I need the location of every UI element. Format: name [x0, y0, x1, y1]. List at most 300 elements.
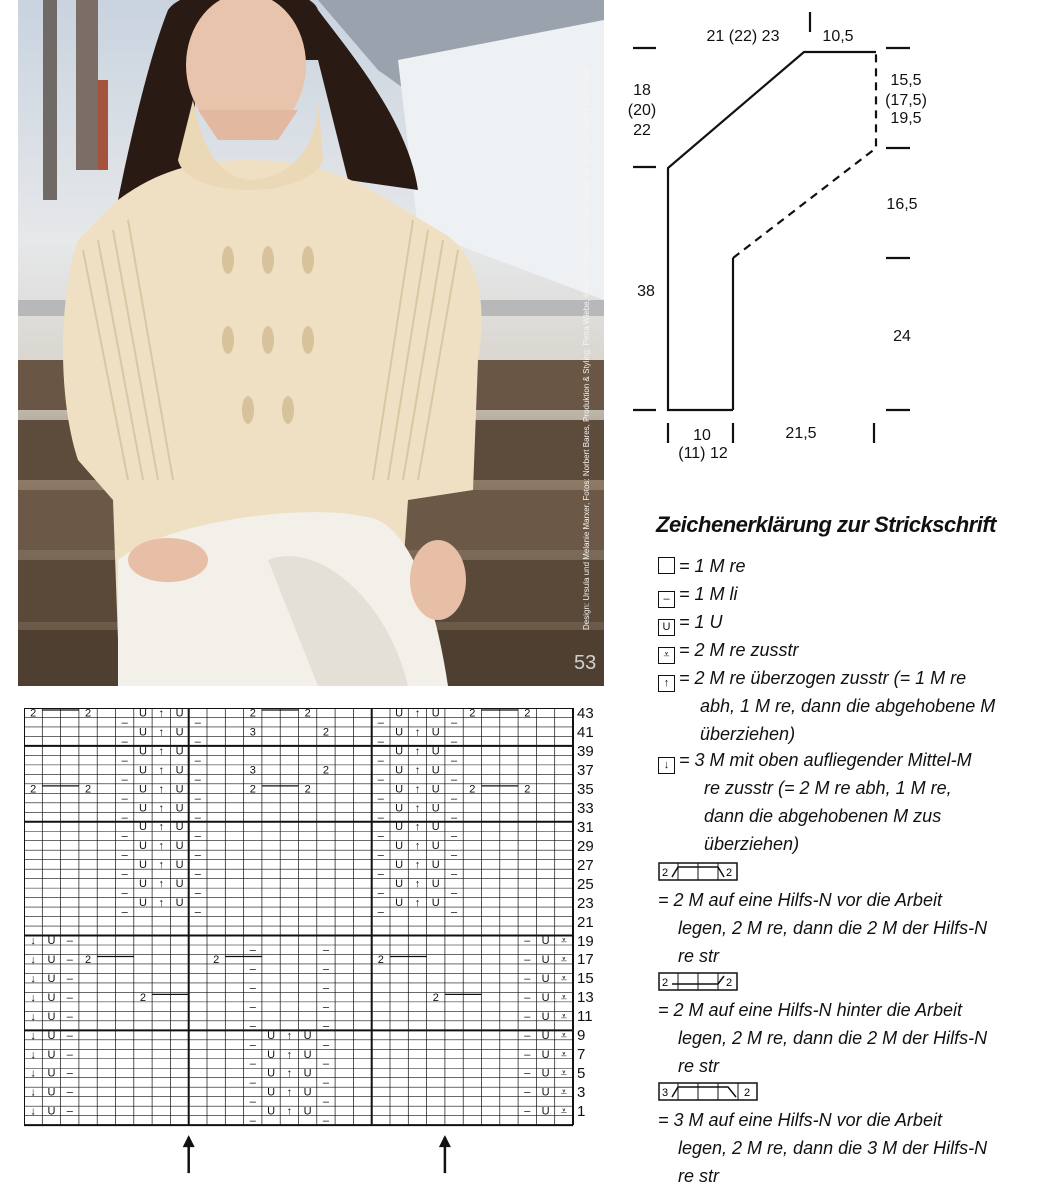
knit-symbol-icon — [658, 557, 675, 574]
chart-k3tog: ↓ — [30, 1086, 36, 1099]
dim-top-right: 10,5 — [822, 28, 854, 45]
chart-purl: – — [66, 1105, 73, 1118]
chart-purl: – — [524, 935, 531, 947]
chart-purl: – — [450, 811, 458, 824]
chart-purl: – — [194, 887, 201, 900]
row-number: 23 — [577, 894, 594, 912]
chart-purl: – — [377, 735, 384, 748]
row-number: 11 — [577, 1008, 593, 1026]
dim-bottom-right: 21,5 — [785, 425, 817, 442]
chart-stitch: U — [267, 1048, 276, 1061]
row-number: 31 — [577, 818, 594, 836]
cable-back-2-2-icon — [658, 972, 740, 992]
chart-yo: U — [47, 972, 56, 985]
chart-stitch: ↑ — [286, 1029, 293, 1042]
chart-yo: U — [541, 953, 550, 966]
chart-yo: U — [541, 1105, 550, 1118]
chart-purl: – — [322, 1039, 330, 1052]
chart-stitch: U — [395, 897, 404, 910]
cable-back-left-count: 2 — [662, 977, 669, 989]
dim-bottom-left-2: (11) 12 — [678, 445, 728, 462]
cdd-symbol-icon: ↓ — [658, 757, 675, 774]
chart-k2tog: ⩡ — [560, 972, 567, 985]
chart-stitch: U — [175, 821, 184, 834]
chart-k3tog: ↓ — [30, 1010, 36, 1023]
chart-yo: U — [541, 1029, 550, 1042]
chart-stitch: U — [431, 897, 440, 910]
row-number: 33 — [577, 799, 594, 817]
chart-stitch: U — [395, 840, 404, 853]
cable-front-desc-1: = 2 M auf eine Hilfs-N vor die Arbeit — [658, 890, 942, 910]
chart-stitch: U — [303, 1105, 312, 1118]
chart-stitch: ↑ — [414, 878, 421, 891]
chart-purl: – — [249, 944, 256, 957]
cable-3-desc-3: re str — [678, 1166, 720, 1186]
cable-3-left-count: 3 — [662, 1087, 669, 1099]
chart-cable-count: 2 — [249, 783, 256, 796]
legend-item-cdd: ↓ = 3 M mit oben aufliegender Mittel-M — [658, 746, 972, 774]
model-illustration — [18, 0, 604, 686]
row-number: 17 — [577, 951, 594, 969]
chart-stitch: U — [175, 802, 184, 815]
chart-k2tog: ⩡ — [560, 1048, 567, 1061]
chart-stitch: U — [175, 726, 184, 739]
chart-stitch: ↑ — [286, 1048, 293, 1061]
chart-purl: – — [121, 868, 128, 881]
chart-stitch: ↑ — [158, 726, 164, 739]
dim-neck-left-2: (20) — [627, 102, 657, 119]
row-number: 9 — [577, 1027, 586, 1045]
chart-purl: – — [66, 972, 73, 985]
chart-purl: – — [249, 1020, 256, 1033]
chart-grid — [24, 708, 574, 1178]
chart-stitch: U — [395, 783, 404, 796]
cable-front-desc-2: legen, 2 M re, dann die 2 M der Hilfs-N — [678, 918, 988, 938]
row-number: 29 — [577, 837, 594, 855]
chart-stitch: U — [303, 1029, 312, 1042]
chart-stitch: ↑ — [158, 764, 164, 777]
chart-purl: – — [322, 1096, 330, 1109]
chart-purl: – — [524, 972, 531, 985]
chart-cable-count: 2 — [322, 726, 330, 739]
chart-cable-count: 2 — [524, 708, 531, 720]
row-number: 25 — [577, 875, 594, 893]
chart-stitch: ↑ — [286, 1105, 293, 1118]
chart-purl: – — [66, 1067, 73, 1080]
chart-stitch: U — [138, 878, 147, 891]
chart-yo: U — [541, 1010, 550, 1023]
cable-front-3-2-icon — [658, 1082, 760, 1102]
chart-purl: – — [121, 849, 128, 862]
chart-cable-count: 2 — [524, 783, 531, 796]
row-number: 19 — [577, 932, 594, 950]
chart-purl: – — [450, 792, 458, 805]
legend-item-ssk: ↑ = 2 M re überzogen zusstr (= 1 M re — [658, 664, 966, 692]
chart-purl: – — [524, 1067, 531, 1080]
chart-stitch: U — [431, 878, 440, 891]
legend-item-k2tog: ⩡ = 2 M re zusstr — [658, 636, 799, 664]
dim-body-left: 38 — [637, 283, 655, 300]
chart-purl: – — [121, 792, 128, 805]
legend-title: Zeichenerklärung zur Strickschrift — [656, 512, 996, 537]
cable-3-desc-1: = 3 M auf eine Hilfs-N vor die Arbeit — [658, 1110, 942, 1130]
chart-stitch: ↑ — [414, 783, 421, 796]
chart-stitch: U — [395, 821, 404, 834]
chart-k3tog: ↓ — [30, 1048, 36, 1061]
cable-back-desc-2: legen, 2 M re, dann die 2 M der Hilfs-N — [678, 1028, 988, 1048]
chart-stitch: U — [303, 1067, 312, 1080]
chart-purl: – — [450, 735, 458, 748]
chart-stitch: ↑ — [286, 1067, 293, 1080]
chart-cable-count: 2 — [30, 708, 37, 720]
chart-stitch: U — [431, 840, 440, 853]
dim-body-right: 24 — [893, 328, 911, 345]
chart-stitch: U — [395, 726, 404, 739]
chart-stitch: U — [431, 859, 440, 872]
cable-back-desc-1: = 2 M auf eine Hilfs-N hinter die Arbeit — [658, 1000, 962, 1020]
chart-purl: – — [66, 1029, 73, 1042]
row-number: 39 — [577, 742, 594, 760]
chart-purl: – — [194, 868, 201, 881]
chart-stitch: U — [303, 1086, 312, 1099]
chart-purl: – — [450, 868, 458, 881]
chart-k2tog: ⩡ — [560, 1067, 567, 1080]
chart-stitch: ↑ — [158, 821, 164, 834]
legend-item-purl: – = 1 M li — [658, 580, 738, 608]
cable-front-desc-3: re str — [678, 946, 720, 966]
chart-purl: – — [121, 735, 128, 748]
chart-cable-count: 2 — [249, 708, 256, 720]
chart-purl: – — [524, 991, 531, 1004]
chart-stitch: U — [395, 764, 404, 777]
chart-stitch: U — [431, 708, 440, 720]
chart-stitch: U — [175, 859, 184, 872]
row-number: 35 — [577, 780, 594, 798]
chart-stitch: U — [431, 783, 440, 796]
chart-stitch: ↑ — [414, 821, 421, 834]
chart-yo: U — [541, 1067, 550, 1080]
chart-stitch: U — [303, 1048, 312, 1061]
chart-purl: – — [377, 773, 384, 786]
row-number: 5 — [577, 1065, 586, 1083]
chart-stitch: ↑ — [158, 783, 164, 796]
chart-purl: – — [249, 1001, 256, 1014]
chart-cable-count: 2 — [322, 764, 330, 777]
chart-purl: – — [377, 830, 384, 843]
page-number: 53 — [574, 652, 597, 674]
chart-yo: U — [47, 1067, 56, 1080]
chart-purl: – — [121, 906, 128, 919]
ssk-symbol-icon: ↑ — [658, 675, 675, 692]
chart-purl: – — [66, 1048, 73, 1061]
chart-k2tog: ⩡ — [560, 991, 567, 1004]
chart-stitch: ↑ — [414, 802, 421, 815]
chart-stitch: U — [431, 802, 440, 815]
chart-k2tog: ⩡ — [560, 1105, 567, 1118]
chart-stitch: U — [138, 764, 147, 777]
chart-stitch: ↑ — [158, 745, 164, 758]
chart-purl: – — [450, 887, 458, 900]
chart-yo: U — [47, 953, 56, 966]
chart-stitch: ↑ — [414, 764, 421, 777]
chart-purl: – — [524, 1048, 531, 1061]
chart-stitch: ↑ — [158, 897, 164, 910]
chart-stitch: U — [431, 821, 440, 834]
chart-purl: – — [450, 754, 458, 767]
chart-purl: – — [322, 963, 330, 976]
chart-purl: – — [450, 906, 458, 919]
row-number: 41 — [577, 723, 594, 741]
chart-purl: – — [377, 849, 384, 862]
chart-k3tog: ↓ — [30, 972, 36, 985]
chart-stitch: U — [138, 821, 147, 834]
dim-neck-right-3: 19,5 — [890, 110, 922, 127]
chart-purl: – — [121, 754, 128, 767]
row-number: 15 — [577, 970, 594, 988]
chart-k2tog: ⩡ — [560, 935, 567, 947]
chart-purl: – — [322, 1001, 330, 1014]
chart-purl: – — [194, 773, 201, 786]
row-number: 37 — [577, 761, 594, 779]
garment-schematic — [628, 10, 928, 470]
chart-k2tog: ⩡ — [560, 1029, 567, 1042]
chart-purl: – — [377, 868, 384, 881]
chart-purl: – — [524, 1105, 531, 1118]
chart-stitch: U — [395, 708, 404, 720]
chart-purl: – — [524, 953, 531, 966]
cable-back-desc-3: re str — [678, 1056, 720, 1076]
chart-stitch: ↑ — [158, 802, 164, 815]
yarnover-symbol-icon: U — [658, 619, 675, 636]
cable-front-left-count: 2 — [662, 867, 669, 879]
chart-cable-count: 2 — [304, 783, 311, 796]
chart-stitch: U — [138, 897, 147, 910]
knitting-chart — [24, 705, 604, 1138]
cable-3-desc-2: legen, 2 M re, dann die 3 M der Hilfs-N — [678, 1138, 988, 1158]
chart-stitch: U — [431, 745, 440, 758]
chart-purl: – — [377, 887, 384, 900]
chart-purl: – — [194, 811, 201, 824]
chart-yo: U — [47, 1086, 56, 1099]
chart-stitch: ↑ — [414, 897, 421, 910]
chart-stitch: U — [431, 764, 440, 777]
chart-cable-count: 2 — [213, 953, 220, 966]
start-arrow-icon — [183, 1135, 195, 1147]
chart-stitch: ↑ — [414, 708, 421, 720]
chart-purl: – — [249, 963, 256, 976]
chart-k3tog: ↓ — [30, 991, 36, 1004]
row-number: 21 — [577, 913, 594, 931]
chart-yo: U — [541, 991, 550, 1004]
row-number: 1 — [577, 1103, 586, 1121]
chart-purl: – — [377, 754, 384, 767]
row-number: 3 — [577, 1084, 586, 1102]
chart-purl: – — [377, 811, 384, 824]
chart-cable-count: 2 — [469, 708, 476, 720]
chart-stitch: U — [175, 708, 184, 720]
legend-item-yarnover: U = 1 U — [658, 608, 723, 636]
chart-purl: – — [249, 1039, 256, 1052]
chart-purl: – — [249, 982, 256, 995]
chart-yo: U — [47, 1010, 56, 1023]
chart-cable-count: 3 — [249, 726, 256, 739]
cable-back-right-count: 2 — [726, 977, 733, 989]
cable-front-right-count: 2 — [726, 867, 733, 879]
chart-stitch: U — [138, 840, 147, 853]
chart-stitch: U — [395, 859, 404, 872]
chart-purl: – — [249, 1096, 256, 1109]
chart-stitch: U — [267, 1067, 276, 1080]
chart-purl: – — [194, 716, 201, 729]
chart-purl: – — [194, 849, 201, 862]
legend-item-ssk-cont-1: abh, 1 M re, dann die abgehobene M — [700, 696, 996, 716]
k2tog-symbol-icon: ⩡ — [658, 647, 675, 664]
chart-cable-count: 2 — [139, 991, 147, 1004]
chart-stitch: U — [138, 745, 147, 758]
chart-purl: – — [450, 716, 458, 729]
chart-yo: U — [47, 1029, 56, 1042]
chart-purl: – — [322, 982, 330, 995]
legend-item-cdd-cont-2: dann die abgehobenen M zus — [704, 806, 942, 826]
chart-stitch: ↑ — [414, 840, 421, 853]
chart-stitch: ↑ — [414, 726, 421, 739]
chart-k3tog: ↓ — [30, 1105, 36, 1118]
chart-stitch: ↑ — [158, 878, 164, 891]
chart-yo: U — [541, 972, 550, 985]
chart-stitch: U — [138, 802, 147, 815]
chart-purl: – — [66, 935, 73, 947]
chart-stitch: U — [395, 802, 404, 815]
chart-stitch: U — [267, 1086, 276, 1099]
chart-purl: – — [322, 1115, 330, 1128]
chart-stitch: U — [138, 708, 147, 720]
chart-stitch: U — [138, 726, 147, 739]
chart-cable-count: 2 — [84, 708, 92, 720]
chart-stitch: U — [267, 1105, 276, 1118]
chart-yo: U — [47, 1105, 56, 1118]
chart-purl: – — [377, 792, 384, 805]
legend-item-cdd-cont-3: überziehen) — [704, 834, 800, 854]
chart-purl: – — [66, 991, 73, 1004]
dim-neck-left-3: 22 — [633, 122, 651, 139]
chart-k2tog: ⩡ — [560, 953, 567, 966]
chart-yo: U — [47, 935, 56, 947]
dim-top-width: 21 (22) 23 — [706, 28, 780, 45]
chart-purl: – — [524, 1086, 531, 1099]
chart-stitch: U — [267, 1029, 276, 1042]
chart-purl: – — [194, 754, 201, 767]
dim-armhole-right: 16,5 — [886, 196, 918, 213]
chart-stitch: U — [395, 745, 404, 758]
start-arrow-icon — [439, 1135, 451, 1147]
dim-neck-right-1: 15,5 — [890, 72, 922, 89]
chart-purl: – — [121, 830, 128, 843]
legend-item-cdd-cont-1: re zusstr (= 2 M re abh, 1 M re, — [704, 778, 952, 798]
dim-neck-right-2: (17,5) — [885, 92, 927, 109]
chart-yo: U — [541, 1048, 550, 1061]
chart-purl: – — [524, 1029, 531, 1042]
chart-cable-count: 2 — [432, 991, 439, 1004]
purl-symbol-icon: – — [658, 591, 675, 608]
chart-purl: – — [322, 944, 330, 957]
chart-stitch: ↑ — [158, 859, 164, 872]
chart-yo: U — [541, 1086, 550, 1099]
chart-stitch: ↑ — [414, 745, 421, 758]
row-number: 43 — [577, 705, 594, 722]
legend-item-knit: = 1 M re — [658, 552, 746, 580]
chart-stitch: U — [175, 764, 184, 777]
chart-purl: – — [121, 887, 128, 900]
chart-purl: – — [194, 792, 201, 805]
chart-purl: – — [524, 1010, 531, 1023]
chart-yo: U — [47, 991, 56, 1004]
legend-item-ssk-cont-2: überziehen) — [700, 724, 796, 744]
chart-purl: – — [377, 906, 384, 919]
chart-purl: – — [450, 830, 458, 843]
chart-cable-count: 2 — [377, 953, 384, 966]
chart-purl: – — [194, 830, 201, 843]
chart-stitch: U — [175, 783, 184, 796]
dim-bottom-left-1: 10 — [693, 427, 711, 444]
chart-k3tog: ↓ — [30, 953, 36, 966]
chart-k3tog: ↓ — [30, 935, 36, 947]
chart-purl: – — [322, 1058, 330, 1071]
chart-yo: U — [47, 1048, 56, 1061]
chart-k2tog: ⩡ — [560, 1086, 567, 1099]
photo-credit: Design: Ursula und Melanie Marxer, Fotos: Norbert Bares, Produktion & Styling: Petra Wiebe, Haare + Make-up: Kirsten Rotsch für MAC Cosmetics und Aveda — [582, 67, 591, 630]
chart-purl: – — [377, 716, 384, 729]
chart-stitch: U — [395, 878, 404, 891]
chart-purl: – — [249, 1058, 256, 1071]
chart-stitch: ↑ — [286, 1086, 293, 1099]
chart-purl: – — [66, 1086, 73, 1099]
chart-purl: – — [66, 953, 73, 966]
sweater-photo — [18, 0, 604, 686]
chart-cable-count: 2 — [84, 953, 92, 966]
chart-purl: – — [450, 849, 458, 862]
chart-stitch: U — [138, 859, 147, 872]
chart-cable-count: 3 — [249, 764, 256, 777]
chart-stitch: U — [175, 878, 184, 891]
chart-purl: – — [194, 906, 201, 919]
chart-stitch: ↑ — [414, 859, 421, 872]
chart-purl: – — [121, 773, 128, 786]
chart-purl: – — [66, 1010, 73, 1023]
chart-k2tog: ⩡ — [560, 1010, 567, 1023]
chart-cable-count: 2 — [469, 783, 476, 796]
chart-purl: – — [121, 811, 128, 824]
chart-stitch: U — [175, 745, 184, 758]
chart-k3tog: ↓ — [30, 1029, 36, 1042]
chart-stitch: ↑ — [158, 840, 164, 853]
dim-neck-left-1: 18 — [633, 82, 651, 99]
chart-yo: U — [541, 935, 550, 947]
row-number: 27 — [577, 856, 594, 874]
row-number: 7 — [577, 1046, 586, 1064]
chart-stitch: ↑ — [158, 708, 164, 720]
chart-purl: – — [249, 1077, 256, 1090]
chart-cable-count: 2 — [84, 783, 92, 796]
chart-purl: – — [121, 716, 128, 729]
chart-cable-count: 2 — [304, 708, 311, 720]
chart-purl: – — [194, 735, 201, 748]
chart-cable-count: 2 — [30, 783, 37, 796]
cable-front-2-2-icon — [658, 862, 740, 882]
cable-3-right-count: 2 — [744, 1087, 751, 1099]
chart-stitch: U — [175, 897, 184, 910]
chart-stitch: U — [175, 840, 184, 853]
chart-purl: – — [249, 1115, 256, 1128]
